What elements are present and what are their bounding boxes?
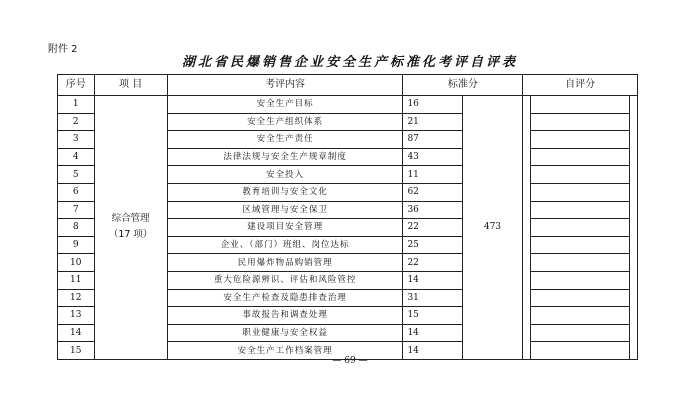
category-count: （17 项） — [108, 229, 153, 241]
evaluation-content: 教育培训与安全文化 — [167, 183, 403, 201]
evaluation-content: 安全生产组织体系 — [167, 113, 403, 131]
standard-score: 43 — [403, 148, 462, 166]
evaluation-content: 建设项目安全管理 — [167, 219, 403, 237]
evaluation-content: 安全投入 — [167, 166, 403, 184]
row-number: 7 — [58, 201, 95, 219]
standard-score: 14 — [403, 342, 462, 360]
self-score-input[interactable] — [530, 289, 630, 307]
evaluation-content: 民用爆炸物品购销管理 — [167, 254, 403, 272]
standard-score: 14 — [403, 271, 462, 289]
header-self-score: 自评分 — [523, 75, 638, 96]
self-score-margin-left — [523, 96, 531, 360]
header-content: 考评内容 — [167, 75, 403, 96]
page-title: 湖北省民爆销售企业安全生产标准化考评自评表 — [181, 55, 518, 70]
standard-score: 31 — [403, 289, 462, 307]
standard-score: 21 — [403, 113, 462, 131]
evaluation-content: 法律法规与安全生产规章制度 — [167, 148, 403, 166]
standard-score: 36 — [403, 201, 462, 219]
self-score-input[interactable] — [530, 307, 630, 325]
self-score-input[interactable] — [530, 201, 630, 219]
self-score-input[interactable] — [530, 113, 630, 131]
standard-score: 87 — [403, 131, 462, 149]
standard-score: 16 — [403, 96, 462, 114]
self-score-input[interactable] — [530, 254, 630, 272]
row-number: 13 — [58, 307, 95, 325]
row-number: 6 — [58, 183, 95, 201]
self-score-input[interactable] — [530, 183, 630, 201]
evaluation-content: 企业、（部门）班组、岗位达标 — [167, 236, 403, 254]
standard-score: 14 — [403, 324, 462, 342]
table-header-row — [58, 75, 638, 96]
attachment-label: 附件 2 — [48, 44, 78, 55]
self-score-input[interactable] — [530, 236, 630, 254]
standard-score: 22 — [403, 219, 462, 237]
row-number: 12 — [58, 289, 95, 307]
row-number: 2 — [58, 113, 95, 131]
header-standard-score: 标准分 — [403, 75, 523, 96]
row-number: 15 — [58, 342, 95, 360]
self-score-input[interactable] — [530, 96, 630, 114]
evaluation-content: 安全生产目标 — [167, 96, 403, 114]
self-score-margin-right — [630, 96, 638, 360]
row-number: 11 — [58, 271, 95, 289]
evaluation-content: 区域管理与安全保卫 — [167, 201, 403, 219]
page-number: — 69 — — [332, 356, 368, 366]
header-item: 项 目 — [94, 75, 167, 96]
standard-score: 22 — [403, 254, 462, 272]
self-score-input[interactable] — [530, 148, 630, 166]
row-number: 5 — [58, 166, 95, 184]
evaluation-content: 职业健康与安全权益 — [167, 324, 403, 342]
standard-score: 11 — [403, 166, 462, 184]
evaluation-content: 重大危险源辨识、评估和风险管控 — [167, 271, 403, 289]
self-score-input[interactable] — [530, 271, 630, 289]
self-score-input[interactable] — [530, 166, 630, 184]
standard-score: 25 — [403, 236, 462, 254]
self-score-input[interactable] — [530, 219, 630, 237]
row-number: 8 — [58, 219, 95, 237]
total-standard-score: 473 — [462, 96, 523, 360]
evaluation-table — [57, 74, 638, 360]
row-number: 14 — [58, 324, 95, 342]
category-name: 综合管理 — [111, 213, 150, 225]
row-number: 1 — [58, 96, 95, 114]
evaluation-content: 安全生产责任 — [167, 131, 403, 149]
evaluation-content: 安全生产检查及隐患排查治理 — [167, 289, 403, 307]
table-row — [58, 96, 638, 114]
standard-score: 62 — [403, 183, 462, 201]
row-number: 9 — [58, 236, 95, 254]
evaluation-content: 事故报告和调查处理 — [167, 307, 403, 325]
evaluation-content: 安全生产工作档案管理 — [167, 342, 403, 360]
row-number: 10 — [58, 254, 95, 272]
self-score-input[interactable] — [530, 324, 630, 342]
self-score-input[interactable] — [530, 131, 630, 149]
row-number: 3 — [58, 131, 95, 149]
header-no: 序号 — [58, 75, 95, 96]
standard-score: 15 — [403, 307, 462, 325]
category-cell — [94, 96, 167, 360]
row-number: 4 — [58, 148, 95, 166]
